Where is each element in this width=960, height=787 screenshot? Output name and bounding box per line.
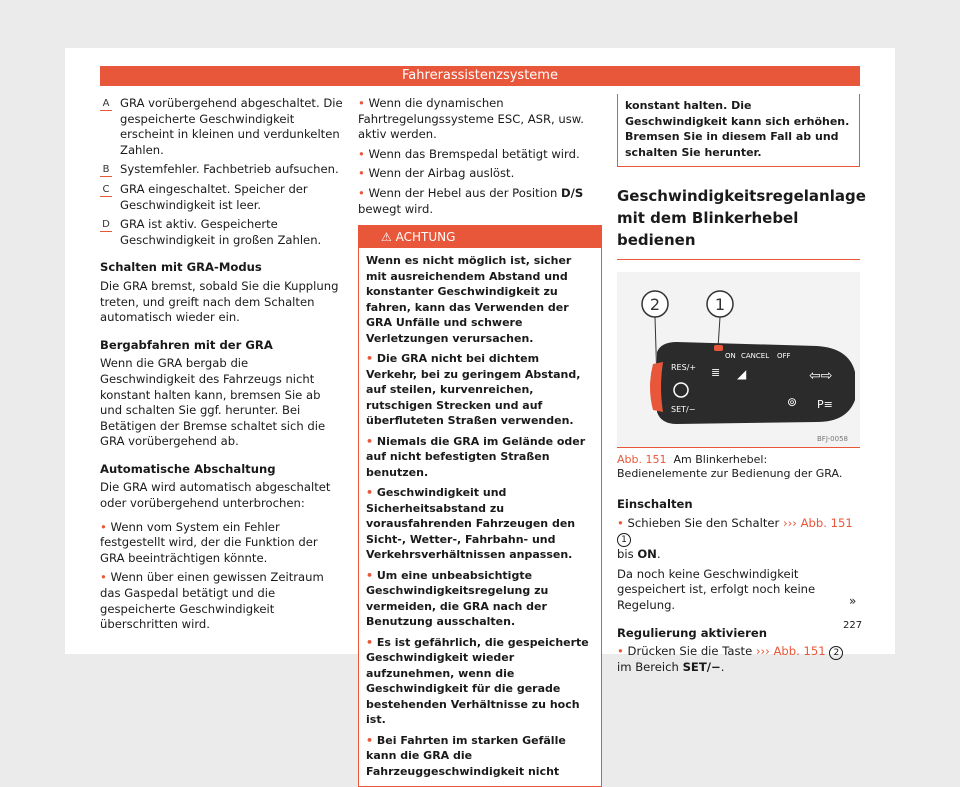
lever-illustration bbox=[617, 272, 860, 447]
paragraph-einschalten: Da noch keine Geschwindigkeit gespeichert ist, erfolgt noch keine Regelung. bbox=[617, 566, 816, 612]
label-on: ON bbox=[725, 352, 736, 360]
bullet-icon: • bbox=[358, 96, 365, 110]
heading-einschalten: Einschalten bbox=[617, 497, 693, 511]
label-cancel: CANCEL bbox=[741, 352, 770, 360]
label-set: SET/− bbox=[671, 405, 696, 414]
warning-title: ACHTUNG bbox=[395, 230, 456, 245]
label-res: RES/+ bbox=[671, 363, 697, 372]
bullet-item: • Drücken Sie die Taste ››› Abb. 151 2 im Bereich SET/−. bbox=[617, 644, 860, 676]
warning-item: • Geschwindigkeit und Sicherheitsabstand zu vorausfahrenden Fahrzeugen den Sicht-, Wetter-, Fahrbahn- und Verkehrsverhältnissen anpassen. bbox=[366, 486, 576, 562]
page-header: Fahrerassistenzsysteme bbox=[100, 66, 860, 86]
bullet-icon: • bbox=[617, 644, 624, 659]
status-text: GRA eingeschaltet. Speicher der Geschwindigkeit ist leer. bbox=[120, 181, 308, 212]
paragraph-schalten: Die GRA bremst, sobald Sie die Kupplung treten, und greift nach dem Schalten automatisch wieder ein. bbox=[100, 278, 339, 325]
paragraph-bergab: Wenn die GRA bergab die Geschwindigkeit des Fahrzeugs nicht konstant halten kann, bremsen Sie ab und schalten Sie ggf. herunter. Bei Betätigen der Bremse schaltet sich die GRA vorübergehend ab. bbox=[100, 356, 326, 449]
gear-position: D/S bbox=[560, 185, 584, 200]
column-1 bbox=[100, 96, 345, 637]
callout-ref-1: 1 bbox=[617, 533, 631, 547]
bullet-item: • Wenn der Airbag auslöst. bbox=[358, 166, 515, 181]
warning-triangle-icon: ⚠ bbox=[381, 230, 392, 245]
status-item-b bbox=[100, 162, 345, 178]
headlight-icon: ≣ bbox=[711, 366, 721, 379]
bullet-icon: • bbox=[366, 434, 374, 448]
status-item-a bbox=[100, 96, 345, 158]
label-letter: C bbox=[100, 183, 112, 197]
figure-number: Abb. 151 bbox=[617, 453, 667, 466]
bullet-icon: • bbox=[366, 635, 374, 649]
warning-box bbox=[358, 225, 602, 787]
column-3 bbox=[617, 96, 866, 680]
parking-icon: ⊚ bbox=[787, 395, 798, 409]
bullet-icon: • bbox=[366, 486, 374, 500]
warning-item: • Bei Fahrten im starken Gefälle kann die GRA die Fahrzeuggeschwindigkeit nicht bbox=[366, 733, 566, 778]
bullet-item: • Wenn über einen gewissen Zeitraum das Gaspedal betätigt und die gespeicherte Geschwindigkeit überschritten wird. bbox=[100, 570, 324, 632]
figure-code: BFJ-0058 bbox=[817, 435, 848, 443]
column-2 bbox=[358, 96, 602, 787]
section-title: Geschwindigkeitsregelanlage mit dem Blinkerhebel bedienen bbox=[617, 185, 860, 260]
bullet-icon: • bbox=[358, 185, 365, 200]
paragraph-automatic: Die GRA wird automatisch abgeschaltet oder vorübergehend unterbrochen: bbox=[100, 480, 331, 511]
figure-link[interactable]: ››› Abb. 151 bbox=[755, 644, 826, 659]
bullet-item: • Wenn der Hebel aus der Position D/S bewegt wird. bbox=[358, 185, 584, 216]
bullet-icon: • bbox=[617, 515, 624, 530]
parking-light-icon: P≡ bbox=[817, 398, 833, 411]
bullet-icon: • bbox=[366, 352, 374, 366]
heading-automatic: Automatische Abschaltung bbox=[100, 461, 276, 476]
callout-2-label: 2 bbox=[649, 295, 661, 314]
status-text: GRA ist aktiv. Gespeicherte Geschwindigkeit in großen Zahlen. bbox=[120, 217, 322, 247]
callout-1-label: 1 bbox=[714, 295, 726, 314]
warning-item: • Es ist gefährlich, die gespeicherte Geschwindigkeit wieder aufzunehmen, wenn die Geschwindigkeit für die gerade bestehenden Verhältnisse zu hoch ist. bbox=[366, 635, 589, 727]
warning-item: • Um eine unbeabsichtigte Geschwindigkeitsregelung zu vermeiden, die GRA nach der Benutzung ausschalten. bbox=[366, 568, 549, 629]
bullet-icon: • bbox=[100, 519, 107, 534]
warning-continuation: konstant halten. Die Geschwindigkeit kann sich erhöhen. Bremsen Sie in diesem Fall ab und schalten Sie herunter. bbox=[617, 94, 860, 167]
turn-signal-icon: ⇦⇨ bbox=[809, 368, 833, 384]
warning-intro: Wenn es nicht möglich ist, sicher mit ausreichendem Abstand und konstanter Geschwindigkeit zu fahren, kann das Verwenden der GRA Unfälle und schwere Verletzungen verursachen. bbox=[366, 254, 572, 345]
bullet-icon: • bbox=[366, 733, 374, 747]
heading-regulierung: Regulierung aktivieren bbox=[617, 625, 767, 640]
heading-schalten: Schalten mit GRA-Modus bbox=[100, 260, 262, 275]
bullet-icon: • bbox=[366, 568, 374, 582]
status-text: GRA vorübergehend abgeschaltet. Die gespeicherte Geschwindigkeit erscheint in kleinen und verdunkelten Zahlen. bbox=[120, 96, 343, 157]
warning-body bbox=[359, 248, 601, 786]
button-label-set: SET/− bbox=[682, 660, 721, 675]
status-text: Systemfehler. Fachbetrieb aufsuchen. bbox=[120, 162, 339, 177]
bullet-item: • Wenn die dynamischen Fahrtregelungssysteme ESC, ASR, usw. aktiv werden. bbox=[358, 96, 584, 142]
next-page-icon[interactable]: » bbox=[849, 594, 857, 608]
page-number: 227 bbox=[843, 620, 863, 631]
warning-item: • Die GRA nicht bei dichtem Verkehr, bei zu geringem Abstand, auf steilen, kurvenreichen, rutschigen Strecken und auf überfluteten Straßen verwenden. bbox=[366, 352, 581, 428]
label-letter: D bbox=[100, 218, 112, 232]
bullet-icon: • bbox=[358, 146, 365, 161]
bullet-icon: • bbox=[100, 570, 107, 585]
status-item-d bbox=[100, 217, 345, 248]
bullet-item: • Wenn vom System ein Fehler festgestellt wird, der die Funktion der GRA beeinträchtigen könnte. bbox=[100, 519, 318, 565]
heading-bergab: Bergabfahren mit der GRA bbox=[100, 337, 273, 352]
status-item-c bbox=[100, 182, 345, 213]
slide-switch bbox=[714, 345, 723, 351]
callout-ref-2: 2 bbox=[829, 646, 843, 660]
warning-header bbox=[359, 226, 601, 248]
figure-link[interactable]: ››› Abb. 151 bbox=[782, 515, 853, 530]
bullet-icon: • bbox=[358, 166, 365, 181]
label-letter: A bbox=[100, 97, 112, 111]
warning-item: • Niemals die GRA im Gelände oder auf nicht befestigten Straßen benutzen. bbox=[366, 434, 586, 479]
button-label-on: ON bbox=[637, 547, 657, 562]
bullet-item: • Schieben Sie den Schalter ››› Abb. 151 1 bis ON. bbox=[617, 515, 853, 562]
wiper-icon: ◢ bbox=[737, 367, 747, 381]
label-letter: B bbox=[100, 163, 112, 177]
bullet-item: • Wenn das Bremspedal betätigt wird. bbox=[358, 146, 580, 161]
figure-caption: Abb. 151 Am Blinkerhebel: Bedienelemente zur Bedienung der GRA. bbox=[617, 453, 843, 480]
figure-lever bbox=[617, 272, 860, 448]
label-off: OFF bbox=[777, 352, 791, 360]
